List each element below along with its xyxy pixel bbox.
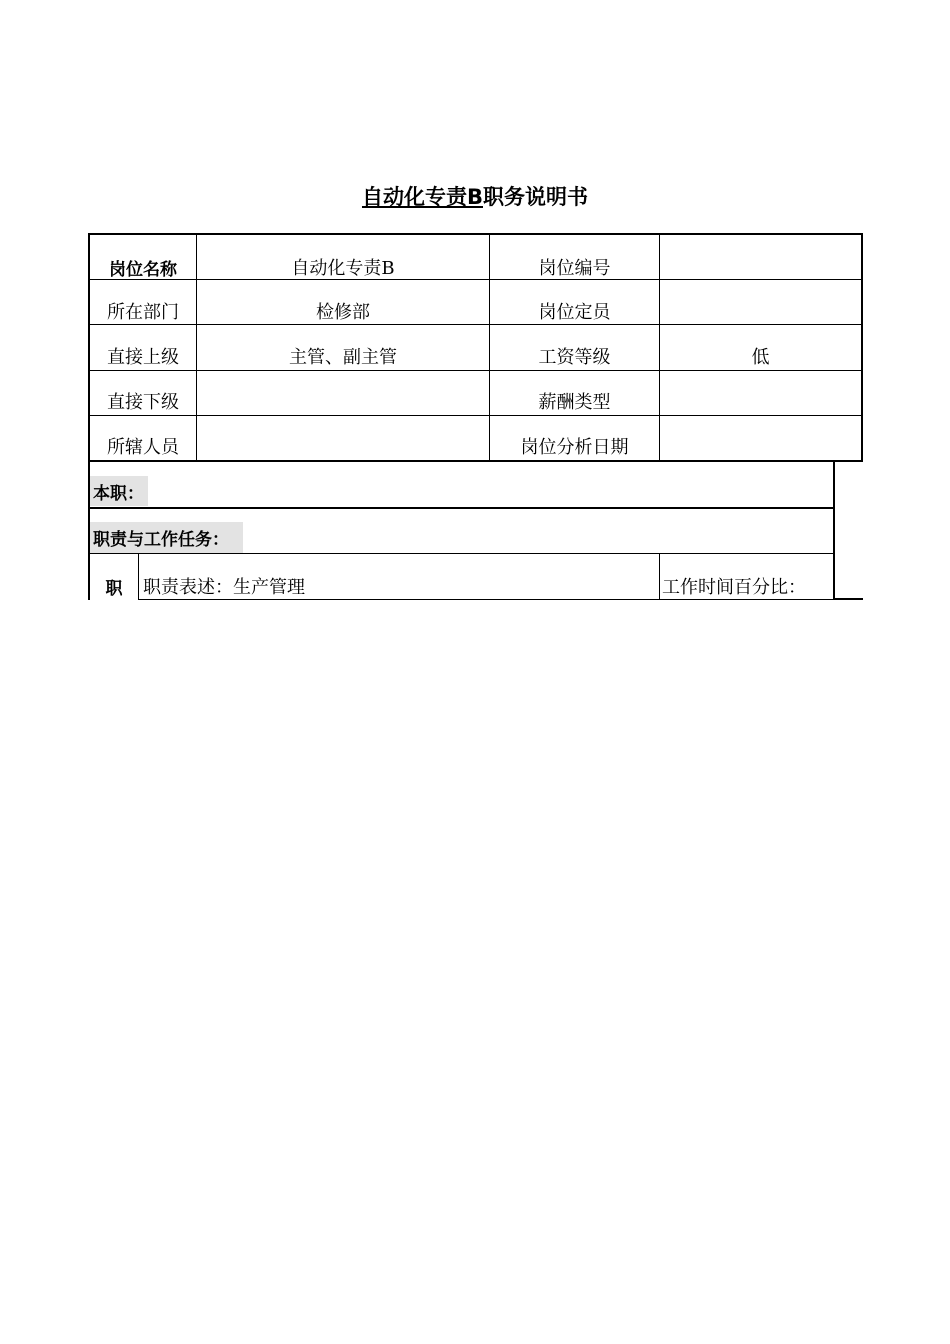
- value-department: 检修部: [316, 302, 370, 323]
- title-rest-part: 职务说明书: [483, 185, 588, 209]
- label-pay-type: 薪酬类型: [538, 392, 611, 413]
- value-analysis-date: [660, 424, 861, 468]
- label-staff-managed: 所辖人员: [107, 437, 179, 458]
- value-staff-managed: [197, 424, 489, 468]
- duty-side-label: 职: [105, 578, 123, 599]
- document-title: [0, 181, 950, 211]
- value-pay-type: [660, 379, 861, 423]
- section-benzhi-label: 本职：: [90, 476, 148, 506]
- label-department: 所在部门: [107, 302, 179, 323]
- title-underlined-part: 自动化专责B: [361, 185, 483, 209]
- value-direct-subordinate: [197, 379, 489, 423]
- value-headcount: [660, 289, 861, 333]
- label-position-number: 岗位编号: [538, 258, 611, 279]
- label-headcount: 岗位定员: [538, 302, 611, 323]
- duty-time-percent: 工作时间百分比：: [662, 577, 806, 598]
- label-direct-subordinate: 直接下级: [107, 392, 179, 413]
- label-position-name: 岗位名称: [109, 259, 177, 280]
- value-position-name: 自动化专责B: [291, 258, 395, 279]
- section-duties-header: 职责与工作任务：: [90, 522, 243, 553]
- value-position-number: [660, 245, 861, 289]
- label-salary-grade: 工资等级: [538, 347, 611, 368]
- duty-description: 职责表述：生产管理: [143, 577, 305, 598]
- value-salary-grade: 低: [751, 347, 770, 368]
- label-direct-superior: 直接上级: [107, 347, 179, 368]
- label-analysis-date: 岗位分析日期: [520, 437, 629, 458]
- value-direct-superior: 主管、副主管: [289, 347, 397, 368]
